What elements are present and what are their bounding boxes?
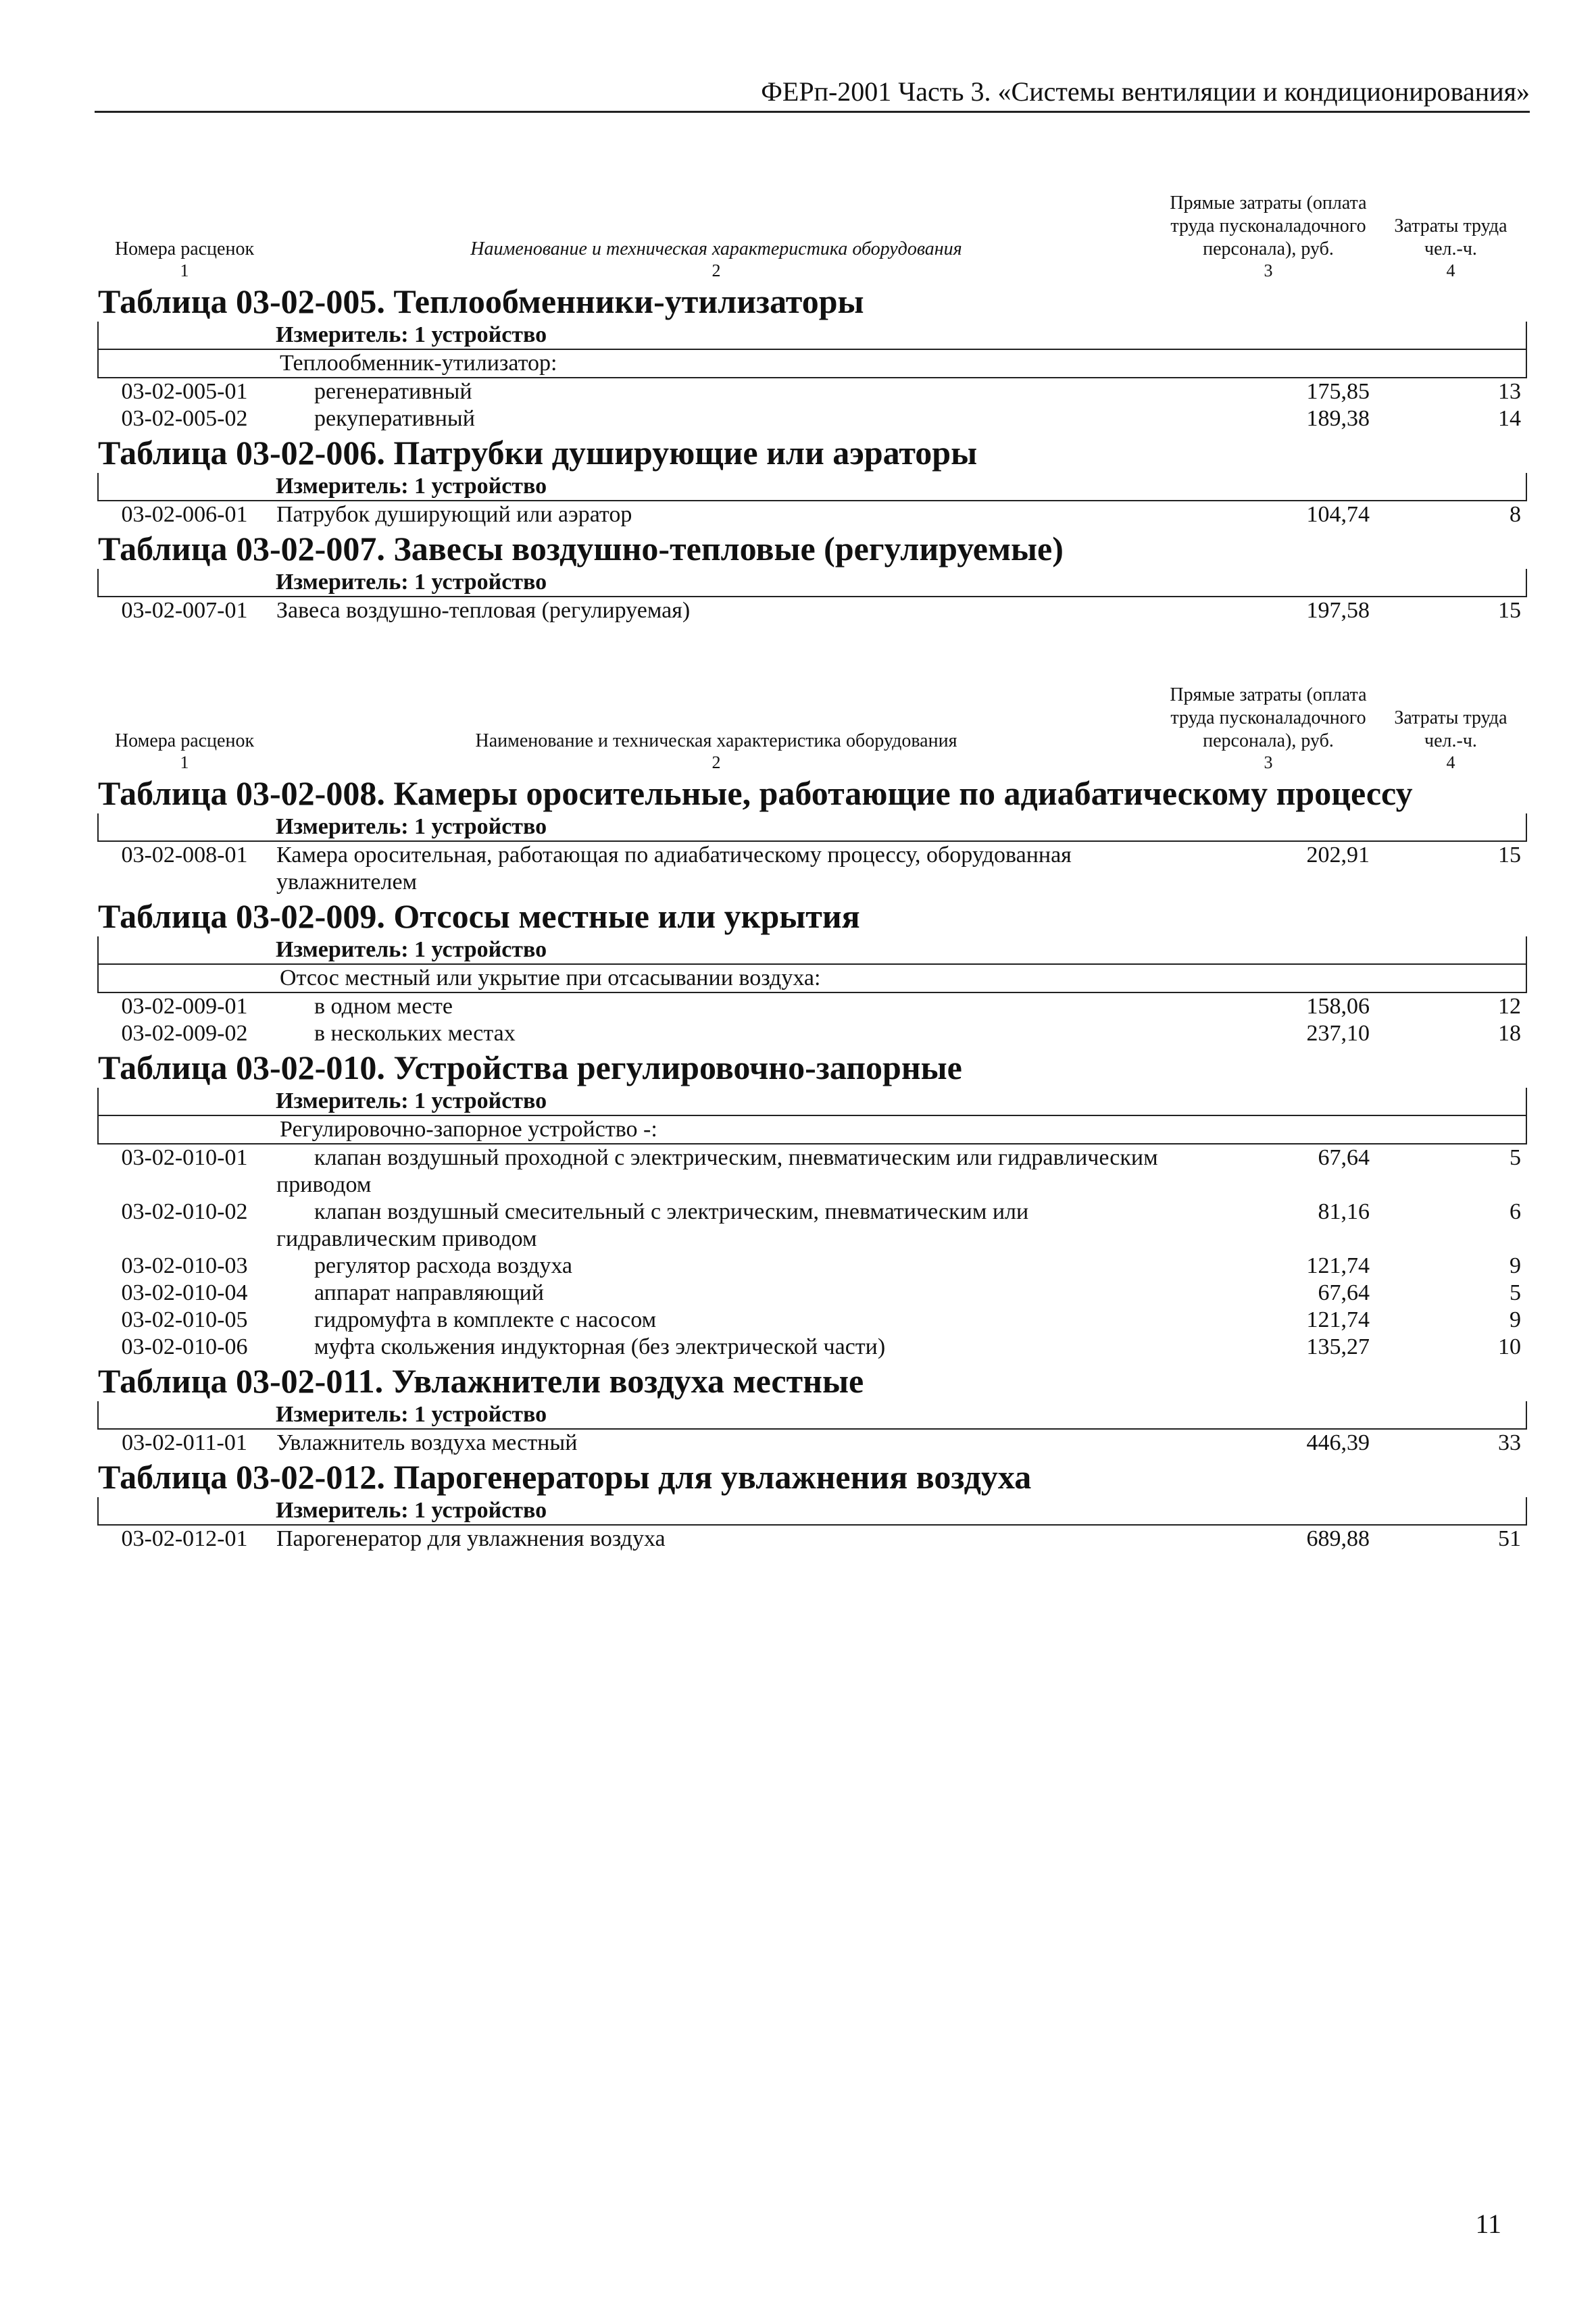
- group-label: Отсос местный или укрытие при отсасывании воздуха:: [98, 964, 1526, 992]
- item-name: Парогенератор для увлажнения воздуха: [276, 1526, 666, 1551]
- group-row: [98, 1115, 1526, 1144]
- labor-hours: 9: [1510, 1253, 1521, 1278]
- direct-cost: 135,27: [1306, 1334, 1370, 1359]
- section-title-row: [98, 432, 1526, 473]
- column-header-row: [98, 132, 1526, 261]
- measure-label: Измеритель: 1 устройство: [98, 1088, 1526, 1115]
- direct-cost: 202,91: [1306, 842, 1370, 867]
- page-number: 11: [1475, 2209, 1501, 2239]
- item-name: муфта скольжения индукторная (без электрической части): [314, 1334, 886, 1359]
- section-title-row: [98, 281, 1526, 322]
- item-name: гидромуфта в комплекте с насосом: [314, 1307, 657, 1332]
- running-header: ФЕРп-2001 Часть 3. «Системы вентиляции и кондиционирования»: [95, 76, 1530, 113]
- table-row: [98, 597, 1526, 624]
- labor-hours: 51: [1498, 1526, 1521, 1551]
- direct-cost: 237,10: [1306, 1021, 1370, 1046]
- labor-hours: 18: [1498, 1021, 1521, 1046]
- table-row: [98, 1144, 1526, 1199]
- group-row: [98, 349, 1526, 378]
- measure-label: Измеритель: 1 устройство: [98, 1401, 1526, 1429]
- table-row: [98, 1307, 1526, 1334]
- labor-hours: 9: [1510, 1307, 1521, 1332]
- table-row: [98, 841, 1526, 896]
- rate-code: 03-02-010-02: [121, 1199, 248, 1224]
- direct-cost: 81,16: [1318, 1199, 1370, 1224]
- item-name: в одном месте: [314, 994, 453, 1019]
- measure-label: Измеритель: 1 устройство: [98, 813, 1526, 841]
- labor-hours: 8: [1510, 502, 1521, 527]
- group-label: Теплообменник-утилизатор:: [98, 349, 1526, 378]
- table-row: [98, 501, 1526, 528]
- rate-code: 03-02-010-01: [121, 1145, 248, 1170]
- rate-code: 03-02-011-01: [122, 1430, 247, 1455]
- labor-hours: 12: [1498, 994, 1521, 1019]
- direct-cost: 446,39: [1306, 1430, 1370, 1455]
- rate-code: 03-02-010-05: [121, 1307, 248, 1332]
- measure-row: [98, 1088, 1526, 1115]
- column-header-labor: Затраты труда чел.-ч.: [1394, 216, 1507, 259]
- column-number: 2: [712, 753, 721, 772]
- labor-hours: 33: [1498, 1430, 1521, 1455]
- column-number: 3: [1264, 261, 1273, 280]
- column-header-name: Наименование и техническая характеристика оборудования: [470, 238, 962, 259]
- labor-hours: 14: [1498, 406, 1521, 431]
- rate-code: 03-02-010-06: [121, 1334, 248, 1359]
- section-title-row: [98, 528, 1526, 569]
- rate-code: 03-02-012-01: [121, 1526, 248, 1551]
- direct-cost: 689,88: [1306, 1526, 1370, 1551]
- group-label: Регулировочно-запорное устройство -:: [98, 1115, 1526, 1144]
- column-number: 4: [1446, 753, 1455, 772]
- group-row: [98, 964, 1526, 992]
- column-header-cost: Прямые затраты (оплата труда пусконаладочного персонала), руб.: [1170, 684, 1367, 751]
- table-row: [98, 1429, 1526, 1457]
- item-name: регенеративный: [314, 379, 472, 404]
- measure-row: [98, 569, 1526, 597]
- section-title: Таблица 03-02-009. Отсосы местные или укрытия: [98, 897, 860, 935]
- column-number: 1: [180, 753, 189, 772]
- item-name: Завеса воздушно-тепловая (регулируемая): [276, 598, 691, 623]
- measure-row: [98, 1401, 1526, 1429]
- labor-hours: 5: [1510, 1280, 1521, 1305]
- section-title-row: [98, 773, 1526, 813]
- rate-code: 03-02-009-02: [121, 1021, 248, 1046]
- measure-label: Измеритель: 1 устройство: [98, 1497, 1526, 1525]
- section-title: Таблица 03-02-008. Камеры оросительные, работающие по адиабатическому процессу: [98, 774, 1413, 812]
- section-title-row: [98, 1361, 1526, 1401]
- rate-code: 03-02-005-02: [121, 406, 248, 431]
- labor-hours: 6: [1510, 1199, 1521, 1224]
- table-row: [98, 992, 1526, 1020]
- labor-hours: 15: [1498, 598, 1521, 623]
- item-name: в нескольких местах: [314, 1021, 516, 1046]
- item-name: Камера оросительная, работающая по адиабатическому процессу, оборудованная увлажнителем: [276, 842, 1072, 895]
- direct-cost: 104,74: [1306, 502, 1370, 527]
- measure-row: [98, 936, 1526, 964]
- rate-code: 03-02-009-01: [121, 994, 248, 1019]
- table-row: [98, 1280, 1526, 1307]
- measure-row: [98, 1497, 1526, 1525]
- table-row: [98, 1334, 1526, 1361]
- direct-cost: 121,74: [1306, 1307, 1370, 1332]
- table-row: [98, 405, 1526, 432]
- rate-code: 03-02-007-01: [121, 598, 248, 623]
- column-header-row-repeat: [98, 624, 1526, 753]
- column-number: 1: [180, 261, 189, 280]
- table-row: [98, 1020, 1526, 1047]
- column-number: 2: [712, 261, 721, 280]
- column-header-name: Наименование и техническая характеристика оборудования: [475, 730, 957, 751]
- document-body: [97, 132, 1526, 1553]
- rate-code: 03-02-010-03: [121, 1253, 248, 1278]
- rate-code: 03-02-008-01: [121, 842, 248, 867]
- rate-code: 03-02-005-01: [121, 379, 248, 404]
- section-title: Таблица 03-02-012. Парогенераторы для увлажнения воздуха: [98, 1458, 1032, 1496]
- column-header-code: Номера расценок: [114, 730, 255, 751]
- measure-label: Измеритель: 1 устройство: [98, 322, 1526, 349]
- section-title: Таблица 03-02-010. Устройства регулировочно-запорные: [98, 1049, 962, 1086]
- section-title: Таблица 03-02-006. Патрубки душирующие или аэраторы: [98, 434, 978, 472]
- rate-code: 03-02-010-04: [121, 1280, 248, 1305]
- labor-hours: 10: [1498, 1334, 1521, 1359]
- section-title: Таблица 03-02-005. Теплообменники-утилизаторы: [98, 282, 864, 320]
- direct-cost: 189,38: [1306, 406, 1370, 431]
- measure-row: [98, 813, 1526, 841]
- section-title: Таблица 03-02-007. Завесы воздушно-тепловые (регулируемые): [98, 530, 1064, 568]
- direct-cost: 197,58: [1306, 598, 1370, 623]
- direct-cost: 67,64: [1318, 1280, 1370, 1305]
- measure-row: [98, 322, 1526, 349]
- section-title: Таблица 03-02-011. Увлажнители воздуха местные: [98, 1362, 864, 1400]
- item-name: аппарат направляющий: [314, 1280, 544, 1305]
- section-title-row: [98, 896, 1526, 936]
- column-number: 4: [1446, 261, 1455, 280]
- item-name: рекуперативный: [314, 406, 475, 431]
- column-header-labor: Затраты труда чел.-ч.: [1394, 707, 1507, 751]
- labor-hours: 13: [1498, 379, 1521, 404]
- direct-cost: 158,06: [1306, 994, 1370, 1019]
- table-row: [98, 1253, 1526, 1280]
- estimate-table: [97, 132, 1527, 1553]
- column-number-row: [98, 753, 1526, 773]
- column-number: 3: [1264, 753, 1273, 772]
- labor-hours: 5: [1510, 1145, 1521, 1170]
- item-name: Увлажнитель воздуха местный: [276, 1430, 578, 1455]
- column-number-row: [98, 261, 1526, 281]
- table-row: [98, 378, 1526, 405]
- item-name: Патрубок душирующий или аэратор: [276, 502, 632, 527]
- section-title-row: [98, 1047, 1526, 1088]
- item-name: регулятор расхода воздуха: [314, 1253, 572, 1278]
- direct-cost: 175,85: [1306, 379, 1370, 404]
- column-header-code: Номера расценок: [114, 238, 255, 259]
- measure-label: Измеритель: 1 устройство: [98, 473, 1526, 501]
- measure-label: Измеритель: 1 устройство: [98, 936, 1526, 964]
- item-name: клапан воздушный проходной с электрическим, пневматическим или гидравлическим приводом: [276, 1145, 1158, 1197]
- section-title-row: [98, 1457, 1526, 1497]
- measure-row: [98, 473, 1526, 501]
- rate-code: 03-02-006-01: [121, 502, 248, 527]
- labor-hours: 15: [1498, 842, 1521, 867]
- measure-label: Измеритель: 1 устройство: [98, 569, 1526, 597]
- direct-cost: 121,74: [1306, 1253, 1370, 1278]
- table-row: [98, 1199, 1526, 1253]
- item-name: клапан воздушный смесительный с электрическим, пневматическим или гидравлическим приводом: [276, 1199, 1029, 1251]
- table-row: [98, 1525, 1526, 1553]
- direct-cost: 67,64: [1318, 1145, 1370, 1170]
- column-header-cost: Прямые затраты (оплата труда пусконаладочного персонала), руб.: [1170, 193, 1367, 259]
